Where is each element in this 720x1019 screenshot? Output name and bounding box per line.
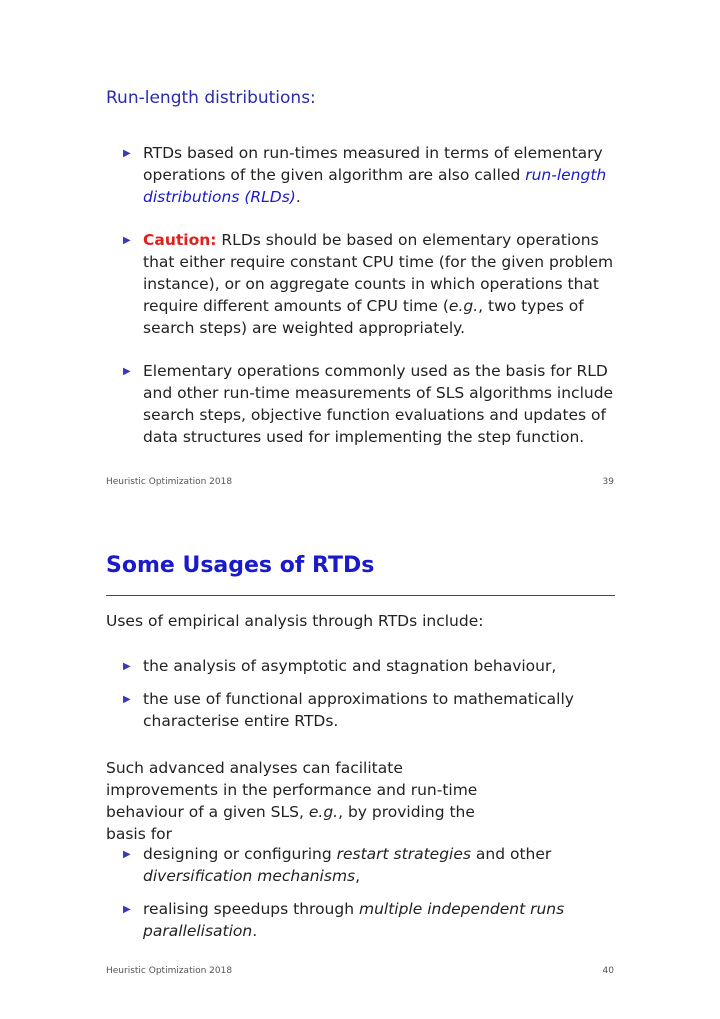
bullet-list [106, 142, 626, 448]
list-item: ▶ Caution: RLDs should be based on elementary operations that either require constant CPU time (for the given problem instance), or on aggregate counts in which operations that require different amounts of CPU time (e.g., two types of search steps) are weighted appropriately. [123, 231, 614, 337]
footer-course: Heuristic Optimization 2018 [106, 477, 233, 487]
caution-label: Caution: [143, 231, 217, 249]
list-item: ▶ RTDs based on run-times measured in terms of elementary operations of the given algorithm are also called run-length distributions (RLDs). [123, 144, 607, 206]
slide-title: Some Usages of RTDs [106, 553, 375, 578]
triangle-bullet-icon: ▶ [123, 694, 131, 705]
bullet-list [106, 843, 626, 942]
triangle-bullet-icon: ▶ [123, 904, 131, 915]
highlight-term: run-length distributions (RLDs) [143, 166, 607, 206]
list-item: ▶ the analysis of asymptotic and stagnation behaviour, [106, 655, 626, 677]
triangle-bullet-icon: ▶ [123, 235, 131, 246]
list-item: ▶ Elementary operations commonly used as the basis for RLD and other run-time measurements of SLS algorithms include search steps, objective function evaluations and updates of data structures used for implementing the step function. [123, 362, 614, 446]
title-divider [106, 595, 615, 596]
bullet-list [106, 655, 626, 732]
page-number: 40 [602, 966, 614, 976]
slide-footer [106, 966, 614, 976]
slide-39 [0, 0, 720, 509]
triangle-bullet-icon: ▶ [123, 849, 131, 860]
list-item: ▶ realising speedups through multiple independent runs parallelisation. [123, 900, 565, 940]
list-item: ▶ designing or configuring restart strategies and other diversification mechanisms, [123, 845, 552, 885]
intro-text: Uses of empirical analysis through RTDs include: [106, 612, 484, 630]
slide-subtitle: Run-length distributions: [106, 88, 316, 108]
page-number: 39 [602, 477, 614, 487]
body-paragraph: Such advanced analyses can facilitate improvements in the performance and run-time behaviour of a given SLS, e.g., by providing the basis for [106, 759, 478, 843]
footer-course: Heuristic Optimization 2018 [106, 966, 233, 976]
triangle-bullet-icon: ▶ [123, 661, 131, 672]
slide-footer [106, 477, 614, 487]
triangle-bullet-icon: ▶ [123, 366, 131, 377]
list-item: ▶ the use of functional approximations to mathematically characterise entire RTDs. [123, 690, 574, 730]
triangle-bullet-icon: ▶ [123, 148, 131, 159]
slide-40 [0, 509, 720, 1019]
